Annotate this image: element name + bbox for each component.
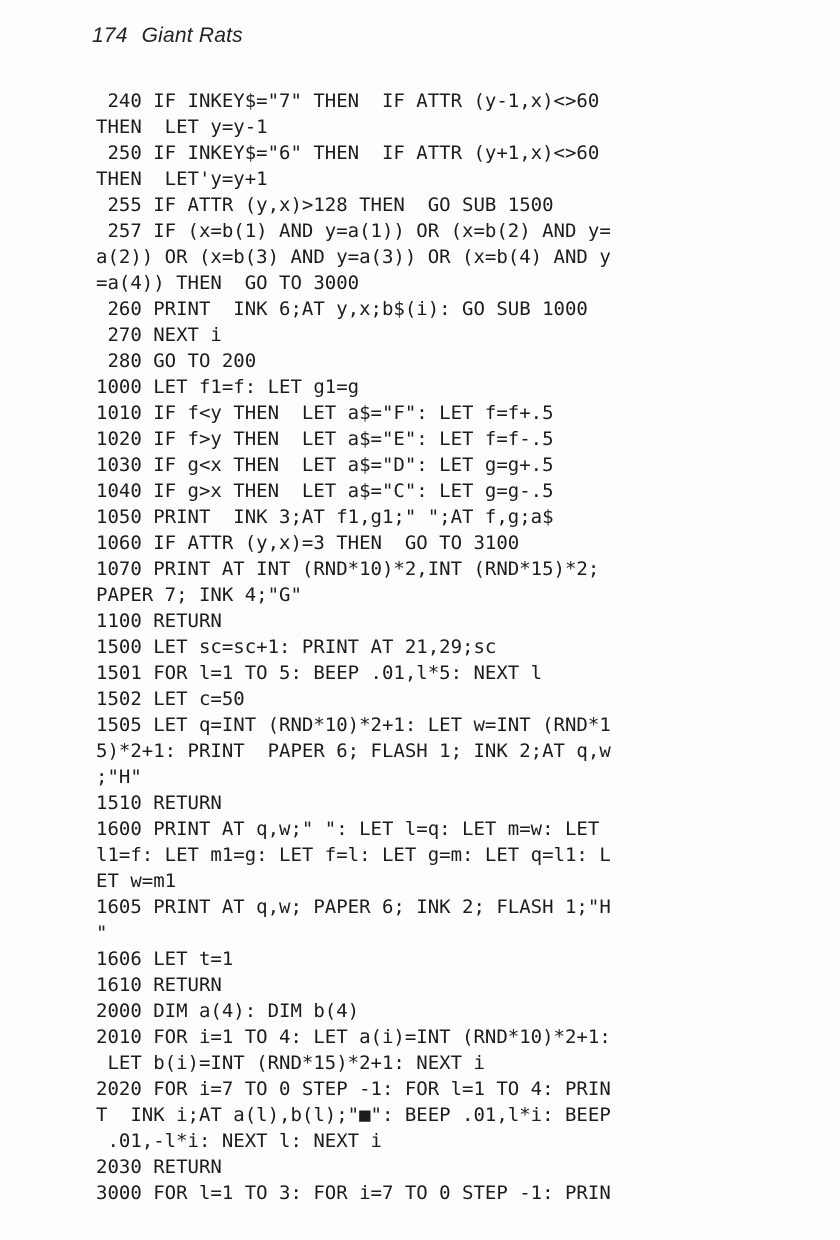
code-line: THEN LET'y=y+1 <box>96 168 268 190</box>
code-line: 260 PRINT INK 6;AT y,x;b$(i): GO SUB 1000 <box>96 298 588 320</box>
basic-program-listing <box>96 88 776 1206</box>
code-line: 1000 LET f1=f: LET g1=g <box>96 376 360 398</box>
code-line: .01,-l*i: NEXT l: NEXT i <box>96 1130 382 1152</box>
code-line: 1502 LET c=50 <box>96 688 245 710</box>
code-line: l1=f: LET m1=g: LET f=l: LET g=m: LET q=l1: L <box>96 844 611 866</box>
code-line: 1030 IF g<x THEN LET a$="D": LET g=g+.5 <box>96 454 554 476</box>
code-line: 255 IF ATTR (y,x)>128 THEN GO SUB 1500 <box>96 194 554 216</box>
code-line: 250 IF INKEY$="6" THEN IF ATTR (y+1,x)<>60 <box>96 142 600 164</box>
code-line: T INK i;AT a(l),b(l);"■": BEEP .01,l*i: BEEP <box>96 1104 611 1126</box>
code-line: 1070 PRINT AT INT (RND*10)*2,INT (RND*15)*2; <box>96 558 600 580</box>
code-line: 1500 LET sc=sc+1: PRINT AT 21,29;sc <box>96 636 497 658</box>
code-line: 1050 PRINT INK 3;AT f1,g1;" ";AT f,g;a$ <box>96 506 554 528</box>
code-line: 1600 PRINT AT q,w;" ": LET l=q: LET m=w: LET <box>96 818 600 840</box>
code-line: 1606 LET t=1 <box>96 948 234 970</box>
page-number: 174 <box>92 24 128 47</box>
code-line: 270 NEXT i <box>96 324 222 346</box>
code-line: 280 GO TO 200 <box>96 350 257 372</box>
code-line: " <box>96 922 108 944</box>
code-line: ;"H" <box>96 766 142 788</box>
code-line: a(2)) OR (x=b(3) AND y=a(3)) OR (x=b(4) AND y <box>96 246 611 268</box>
code-line: 3000 FOR l=1 TO 3: FOR i=7 TO 0 STEP -1: PRIN <box>96 1182 611 1204</box>
code-line: 240 IF INKEY$="7" THEN IF ATTR (y-1,x)<>60 <box>96 90 600 112</box>
code-line: 2030 RETURN <box>96 1156 222 1178</box>
code-line: 1040 IF g>x THEN LET a$="C": LET g=g-.5 <box>96 480 554 502</box>
code-line: 1100 RETURN <box>96 610 222 632</box>
code-line: 1501 FOR l=1 TO 5: BEEP .01,l*5: NEXT l <box>96 662 543 684</box>
code-line: 2000 DIM a(4): DIM b(4) <box>96 1000 360 1022</box>
code-line: THEN LET y=y-1 <box>96 116 268 138</box>
code-line: 5)*2+1: PRINT PAPER 6; FLASH 1; INK 2;AT q,w <box>96 740 611 762</box>
running-header <box>92 24 243 48</box>
code-line: ET w=m1 <box>96 870 177 892</box>
code-line: 1060 IF ATTR (y,x)=3 THEN GO TO 3100 <box>96 532 520 554</box>
code-line: 1605 PRINT AT q,w; PAPER 6; INK 2; FLASH 1;"H <box>96 896 611 918</box>
running-title: Giant Rats <box>141 24 243 47</box>
code-line: 2020 FOR i=7 TO 0 STEP -1: FOR l=1 TO 4: PRIN <box>96 1078 611 1100</box>
code-line: 257 IF (x=b(1) AND y=a(1)) OR (x=b(2) AND y= <box>96 220 611 242</box>
code-line: =a(4)) THEN GO TO 3000 <box>96 272 360 294</box>
code-line: 2010 FOR i=1 TO 4: LET a(i)=INT (RND*10)*2+1: <box>96 1026 611 1048</box>
code-line: 1010 IF f<y THEN LET a$="F": LET f=f+.5 <box>96 402 554 424</box>
code-line: LET b(i)=INT (RND*15)*2+1: NEXT i <box>96 1052 485 1074</box>
code-line: 1020 IF f>y THEN LET a$="E": LET f=f-.5 <box>96 428 554 450</box>
code-line: 1510 RETURN <box>96 792 222 814</box>
code-line: 1610 RETURN <box>96 974 222 996</box>
code-line: PAPER 7; INK 4;"G" <box>96 584 302 606</box>
code-line: 1505 LET q=INT (RND*10)*2+1: LET w=INT (RND*1 <box>96 714 611 736</box>
